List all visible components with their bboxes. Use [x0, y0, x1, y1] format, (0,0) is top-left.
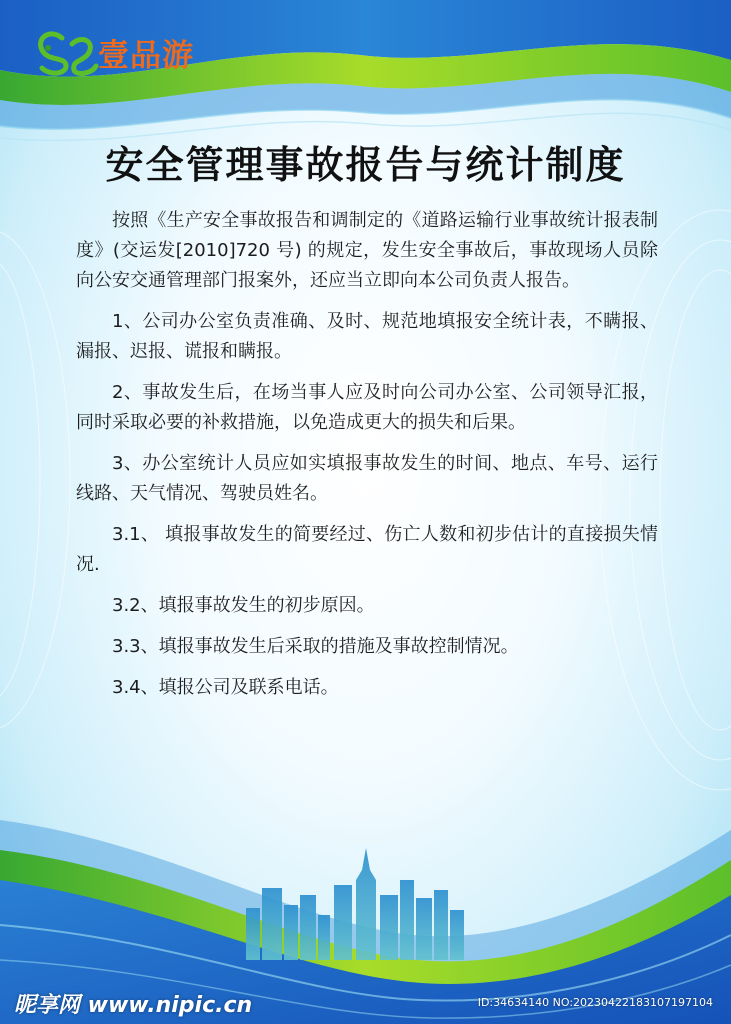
- site-watermark: 昵享网 www.nipic.cn: [14, 993, 253, 1018]
- rule-3-paragraph: 3、办公室统计人员应如实填报事故发生的时间、地点、车号、运行线路、天气情况、驾驶员姓名。: [76, 453, 658, 504]
- intro-paragraph: 按照《生产安全事故报告和调制定的《道路运输行业事故统计报表制度》(交运发[2010]720 号) 的规定，发生安全事故后，事故现场人员除向公安交通管理部门报案外，还应当立即向本公司负责人报告。: [76, 210, 658, 291]
- rule-2-paragraph: 2、事故发生后，在场当事人应及时向公司办公室、公司领导汇报，同时采取必要的补救措施，以免造成更大的损失和后果。: [76, 382, 658, 433]
- image-id-watermark: ID:34634140 NO:20230422183107197104: [477, 996, 713, 1009]
- rule-3-3-paragraph: 3.3、填报事故发生后采取的措施及事故控制情况。: [112, 636, 519, 657]
- brand-name: 壹品游: [98, 38, 194, 74]
- rule-3-4-paragraph: 3.4、填报公司及联系电话。: [112, 677, 339, 698]
- rule-1-paragraph: 1、公司办公室负责准确、及时、规范地填报安全统计表，不瞒报、漏报、迟报、谎报和瞒报。: [76, 311, 658, 362]
- document-title: 安全管理事故报告与统计制度: [105, 143, 626, 187]
- rule-3-1-paragraph: 3.1、 填报事故发生的简要经过、伤亡人数和初步估计的直接损失情况.: [76, 524, 658, 575]
- document-body: [76, 206, 658, 714]
- rule-3-2-paragraph: 3.2、填报事故发生的初步原因。: [112, 595, 375, 616]
